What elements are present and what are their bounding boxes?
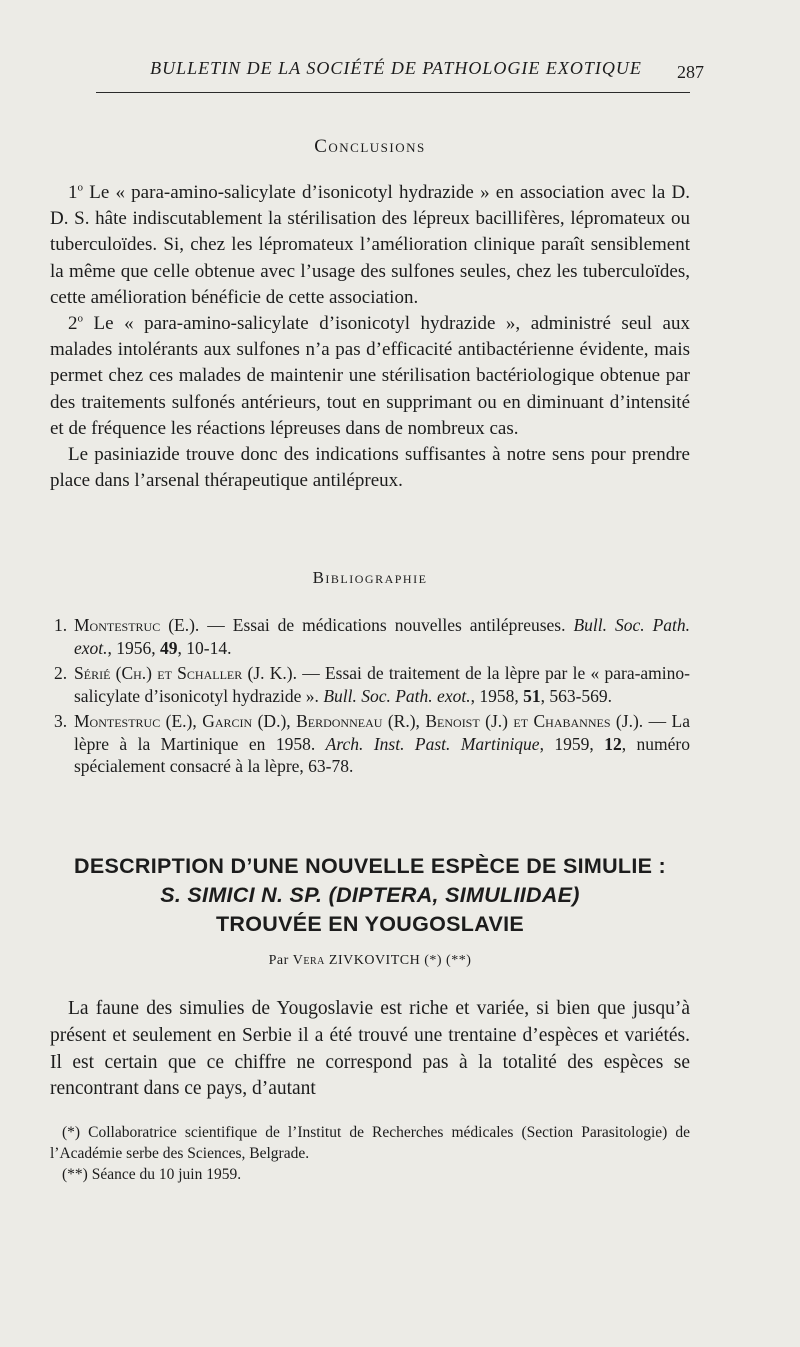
reference-title: — Essai de médications nouvelles antilépreuses. [199,615,574,635]
reference-pages: , 10-14. [177,637,232,658]
footnotes [50,1122,690,1185]
reference-number: 1. [54,615,68,635]
conclusions-body [50,180,690,494]
byline-prefix: Par [268,953,289,968]
bibliography-list [50,614,690,781]
reference-item [50,710,690,778]
reference-volume: 49 [160,637,178,658]
article-title-line-1: DESCRIPTION D’UNE NOUVELLE ESPÈCE DE SIMULIE : [74,854,666,878]
reference-year: , 1959, [539,733,605,754]
reference-year: , 1956, [107,637,161,658]
reference-item [50,614,690,659]
author-byline [50,953,690,969]
reference-volume: 12 [604,733,622,754]
reference-authors: Montestruc (E.), Garcin (D.), Berdonneau (R.), Benoist (J.) et Chabannes (J.). [74,711,644,731]
reference-pages: , numéro spécialement consacré à la lèpre, 63-78. [74,733,690,776]
reference-number: 3. [54,711,68,731]
author-first-name: Vera [292,953,325,968]
paragraph-text: Le « para-amino-salicylate d’isonicotyl hydrazide », administré seul aux malades intolérants aux sulfones n’a pas d’efficacité antibactérienne évidente, mais permet chez ces malades de maintenir une stérilisation bactériologique obtenue par des traitements sulfonés antérieurs, tout en supprimant ou en diminuant d’intensité et de fréquence les réactions lépreuses dans de nombreux cas. [50,313,690,439]
reference-journal: Arch. Inst. Past. Martinique [325,733,540,754]
paragraph-number: 2 [68,313,78,335]
reference-authors: Montestruc (E.). [74,615,200,635]
article-title-line-3: TROUVÉE EN YOUGOSLAVIE [215,912,525,936]
intro-paragraph: La faune des simulies de Yougoslavie est riche et variée, si bien que jusqu’à présent et seulement en Serbie il a été trouvé une trentaine d’espèces et variétés. Il est certain que ce chiffre ne correspond pas à la totalité des espèces se rencontrant dans ce pays, d’autant [50,998,690,1100]
reference-journal: Bull. Soc. Path. exot. [323,685,471,706]
article-intro [50,996,690,1103]
article-title-line-2: S. SIMICI N. SP. (DIPTERA, SIMULIIDAE) [160,883,580,907]
reference-item [50,662,690,707]
conclusion-paragraph-2 [50,311,690,442]
footnote-1: (*) Collaboratrice scientifique de l’Institut de Recherches médicales (Section Parasitologie) de l’Académie serbe des Sciences, Belgrade. [50,1124,690,1162]
paragraph-text: Le « para-amino-salicylate d’isonicotyl hydrazide » en association avec la D. D. S. hâte indiscutablement la stérilisation des lépreux bacillifères, lépromateux ou tuberculoïdes. Si, chez les lépromateux l’amélioration clinique paraît sensiblement la même que celle obtenue avec l’usage des sulfones seules, chez les tuberculoïdes, cette amélioration bénéficie de cette association. [50,182,690,308]
reference-authors: Sérié (Ch.) et Schaller (J. K.). [74,663,297,683]
reference-volume: 51 [523,685,541,706]
conclusion-paragraph-3: Le pasiniazide trouve donc des indications suffisantes à notre sens pour prendre place dans l’arsenal thérapeutique antilépreux. [50,444,690,492]
conclusions-heading: Conclusions [314,136,426,157]
article-title [50,852,690,939]
ordinal-marker: o [77,181,83,194]
bibliography-heading: Bibliographie [312,568,428,587]
ordinal-marker: o [77,312,83,325]
reference-year: , 1958, [470,685,524,706]
reference-number: 2. [54,663,68,683]
running-header [96,58,696,79]
footnote-2: (**) Séance du 10 juin 1959. [62,1166,242,1183]
reference-title: — Essai de traitement de la lèpre par le « para-amino-salicylate d’isonicotyl hydrazide ». [74,663,690,706]
reference-pages: , 563-569. [540,685,613,706]
reference-journal: Bull. Soc. Path. exot. [74,615,691,658]
reference-title: — La lèpre à la Martinique en 1958. [74,711,690,754]
page-number: 287 [677,62,704,82]
author-last-name: ZIVKOVITCH [328,953,421,968]
paragraph-number: 1 [68,182,78,203]
footnote-marks: (*) (**) [424,953,472,968]
conclusion-paragraph-1 [50,180,690,311]
journal-title: BULLETIN DE LA SOCIÉTÉ DE PATHOLOGIE EXOTIQUE [150,58,642,78]
header-rule [96,92,690,93]
